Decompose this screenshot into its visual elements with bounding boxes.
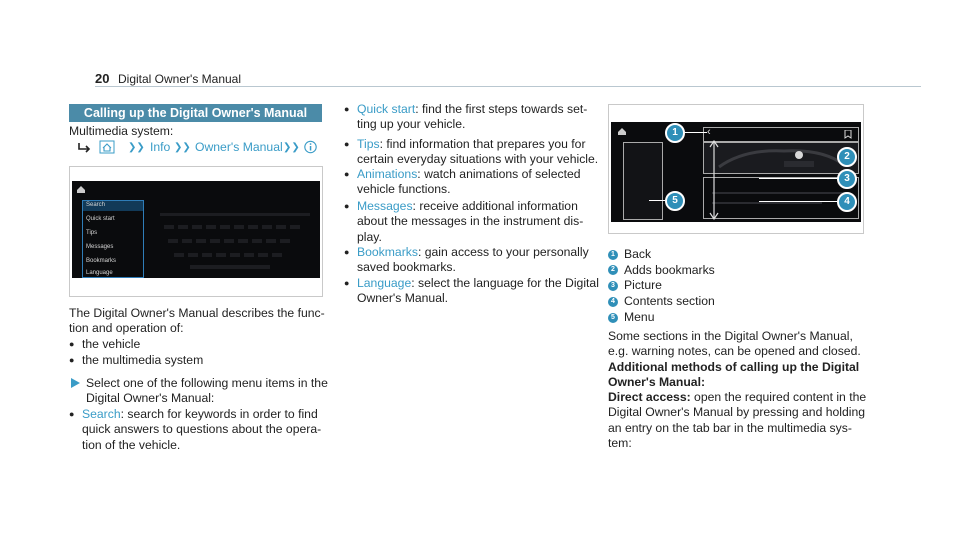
chevron-right-icon: ❯❯ <box>128 142 145 153</box>
step-arrow-icon <box>71 378 80 388</box>
animations-link[interactable]: Animations <box>357 167 418 181</box>
bullet-icon: ● <box>69 339 75 349</box>
menu-item-messages[interactable]: Messages <box>86 244 114 250</box>
bookmarks-link[interactable]: Bookmarks <box>357 245 418 259</box>
home-icon <box>76 185 86 194</box>
bullet-icon: ● <box>344 247 350 257</box>
bullet-icon: ● <box>344 201 350 211</box>
section-title-bar: Calling up the Digital Owner's Manual <box>69 104 322 122</box>
bullet-icon: ● <box>344 104 350 114</box>
menu-item-search[interactable]: Search <box>86 202 106 208</box>
menu-item-tips[interactable]: Tips <box>86 230 98 236</box>
quick-start-link[interactable]: Quick start <box>357 102 416 116</box>
chevron-right-icon: ❯❯ <box>174 142 191 153</box>
right-paragraph: Some sections in the Digital Owner's Manual, e.g. warning notes, can be opened and closed. Additional methods of calling up the Digital Owner's Manual: Direct access: open the required content in the Digital Owner's Manual by pressing and holding an entry on the tab bar in the multimedia sys- tem: <box>608 329 908 451</box>
chevron-right-icon: ❯❯ <box>283 142 300 153</box>
path-owners-manual-link[interactable]: Owner's Manual <box>195 140 283 154</box>
menu-item-bookmarks[interactable]: Bookmarks <box>86 258 117 264</box>
callout-5: 5 <box>665 191 685 211</box>
bullet-icon: ● <box>344 139 350 149</box>
menu-panel <box>82 200 144 278</box>
tab-bar <box>703 127 859 142</box>
legend-item: 1 Back <box>608 247 908 263</box>
language-link[interactable]: Language <box>357 276 412 290</box>
picture-area <box>703 142 859 174</box>
tips-link[interactable]: Tips <box>357 137 380 151</box>
additional-methods-heading: Additional methods of calling up the Digital <box>608 359 860 374</box>
bullet-icon: ● <box>344 278 350 288</box>
keyboard-graphic <box>160 199 310 271</box>
desc-line-1: The Digital Owner's Manual describes the func- <box>69 306 325 320</box>
manual-screenshot <box>69 166 323 297</box>
messages-link[interactable]: Messages <box>357 199 413 213</box>
direct-access-label: Direct access: <box>608 390 691 405</box>
car-interior-graphic <box>714 145 849 171</box>
bullet-icon: ● <box>69 355 75 365</box>
home-icon[interactable] <box>99 140 115 154</box>
step-line-2: Digital Owner's Manual: <box>86 391 215 405</box>
annotated-screenshot <box>608 104 864 234</box>
legend-item: 5 Menu <box>608 310 908 326</box>
page-number: 20 <box>95 71 110 86</box>
bullet-icon: ● <box>344 169 350 179</box>
menu-panel <box>623 142 663 220</box>
info-icon[interactable] <box>304 140 317 154</box>
legend-item: 2 Adds bookmarks <box>608 263 908 279</box>
screen-display <box>72 181 320 278</box>
header-rule <box>95 86 921 87</box>
step-line-1: Select one of the following menu items in the <box>86 376 328 390</box>
menu-item-quick-start[interactable]: Quick start <box>86 216 115 222</box>
path-info-link[interactable]: Info <box>150 140 171 154</box>
callout-2: 2 <box>837 147 857 167</box>
menu-item-language[interactable]: Language <box>86 270 113 276</box>
back-icon[interactable]: ‹ <box>707 126 711 138</box>
legend-item: 3 Picture <box>608 278 908 294</box>
callout-4: 4 <box>837 192 857 212</box>
desc-line-2: tion and operation of: <box>69 321 184 335</box>
home-icon <box>617 127 627 136</box>
menu-path <box>77 140 317 156</box>
callout-3: 3 <box>837 169 857 189</box>
system-label: Multimedia system: <box>69 124 174 138</box>
bookmark-icon[interactable] <box>844 130 852 139</box>
scroll-arrow-icon <box>709 140 719 220</box>
callout-1: 1 <box>665 123 685 143</box>
enter-arrow-icon <box>77 142 91 154</box>
contents-section <box>703 177 859 219</box>
bullet-icon: ● <box>69 409 75 419</box>
running-title: Digital Owner's Manual <box>118 72 242 86</box>
legend <box>608 247 908 325</box>
search-link[interactable]: Search <box>82 407 121 421</box>
screen-display <box>611 122 861 222</box>
legend-item: 4 Contents section <box>608 294 908 310</box>
